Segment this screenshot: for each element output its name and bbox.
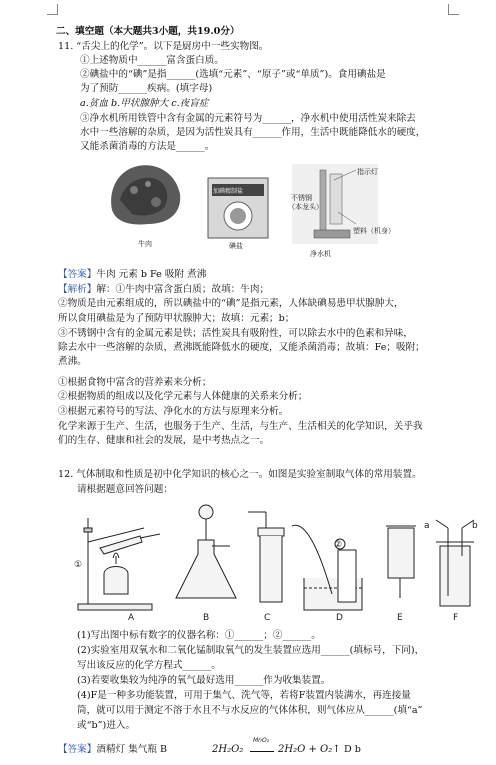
q11-analysis-line3: 所以食用碘盐是为了预防甲状腺肿大；故填：元素；b； xyxy=(58,313,295,324)
q12-sub2-line1: (2)实验室用双氧水和二氧化锰制取氧气的发生装置应选用______(填标号，下同)， xyxy=(77,645,425,656)
q12-sub3: (3)若要收集较为纯净的氧气最好选用______作为收集装置。 xyxy=(77,675,331,686)
q12-sub2-line2: 写出该反应的化学方程式______。 xyxy=(77,660,221,671)
equation-line xyxy=(250,751,274,752)
q11-analysis-line4: ③不锈钢中含有的金属元素是铁；活性炭具有吸附性，可以除去水中的色素和异味， xyxy=(58,328,413,339)
q11-analysis-line9: ③根据元素符号的写法、净化水的方法与原理来分析。 xyxy=(58,406,289,417)
corner-mark-top-right xyxy=(448,4,459,15)
q11-part2-options: a.贫血 b.甲状腺肿大 c.夜盲症 xyxy=(80,98,209,109)
q11-answer-text: 牛肉 元素 b Fe 吸附 煮沸 xyxy=(96,269,207,280)
apparatus-d xyxy=(292,525,362,610)
plastic-body-label: 塑料（机身） xyxy=(353,227,395,235)
q11-stem: 11. “舌尖上的化学”。以下是厨房中一些实物图。 xyxy=(58,41,269,52)
q11-part3-line1: ③净水机所用铁管中含有金属的元素符号为______，净水机中使用活性炭来除去 xyxy=(80,113,416,124)
apparatus-f xyxy=(436,520,474,606)
q12-stem2: 请根据题意回答问题： xyxy=(77,484,173,495)
q12-sub1: (1)写出图中标有数字的仪器名称：①______；②______。 xyxy=(77,630,321,641)
analysis-tag: 【解析】 xyxy=(58,284,97,295)
stainless-steel-label: 不锈钢 xyxy=(291,194,312,202)
q12-answer xyxy=(58,744,167,756)
label-b: B xyxy=(203,613,210,623)
apparatus-b xyxy=(176,505,236,598)
q12-sub4-line3: 或“b”)进入。 xyxy=(77,720,136,731)
stainless-steel-sublabel: （本龙头） xyxy=(288,203,323,211)
apparatus-figure xyxy=(70,498,490,623)
apparatus-a xyxy=(78,518,160,610)
q11-part2-line1: ②碘盐中的“碘”是指______(选填“元素”、“原子”或“单质”)。食用碘盐是 xyxy=(80,69,386,80)
q12-answer-post: D b xyxy=(344,744,361,755)
label-port-a: a xyxy=(424,521,430,531)
apparatus-c xyxy=(248,512,284,602)
q11-part3-line3: 又能杀菌消毒的方法是______。 xyxy=(80,141,215,152)
q11-analysis-line7: ①根据食物中富含的营养素来分析； xyxy=(58,377,212,388)
label-c: C xyxy=(264,613,271,623)
purifier-caption: 净水机 xyxy=(310,250,331,258)
q11-part3-line2: 水中一些溶解的杂质，是因为活性炭具有______作用，生活中既能降低水的硬度， xyxy=(80,127,426,138)
q12-sub4-line1: (4)F是一种多功能装置，可用于集气、洗气等，若将F装置内装满水，再连接量 xyxy=(77,690,411,701)
indicator-light-label: 指示灯 xyxy=(357,168,378,176)
q12-answer-pre: 酒精灯 集气瓶 B xyxy=(96,744,168,755)
q11-answer xyxy=(58,269,206,281)
label-num1: ① xyxy=(74,560,83,570)
analysis-text: 解：①牛肉中富含蛋白质；故填：牛肉； xyxy=(96,284,270,295)
q12-sub4-line2: 筒，就可以用于测定不溶于水且不与水反应的气体体积，则气体应从______(填“a” xyxy=(77,705,423,716)
label-e: E xyxy=(397,613,403,623)
salt-caption: 碘盐 xyxy=(229,242,243,250)
salt-bag-label: 加碘精制盐 xyxy=(213,188,244,195)
equation-right: 2H₂O + O₂↑ xyxy=(278,744,341,755)
section-heading: 二、填空题（本大题共3小题，共19.0分） xyxy=(56,26,240,37)
label-num2: ② xyxy=(334,540,343,550)
q11-analysis-line5: 除去水中一些溶解的杂质，煮沸既能降低水的硬度，又能杀菌消毒；故填：Fe；吸附； xyxy=(58,342,425,353)
q11-analysis-line10: 化学来源于生产、生活，也服务于生产、生活，与生产、生活相关的化学知识，关乎我 xyxy=(58,421,423,432)
q11-part2-line2: 为了预防______疾病。(填字母) xyxy=(80,83,213,94)
q11-analysis-line11: 们的生存、健康和社会的发展，是中考热点之一。 xyxy=(58,435,270,446)
beef-image xyxy=(104,160,184,230)
label-a: A xyxy=(128,613,135,623)
answer-tag: 【答案】 xyxy=(58,269,97,280)
q12-answer-tag: 【答案】 xyxy=(58,744,97,755)
label-f: F xyxy=(453,613,459,623)
equation-left: 2H₂O₂ xyxy=(212,744,244,755)
q11-analysis-line2: ②物质是由元素组成的，所以碘盐中的“碘”是指元素，人体缺碘易患甲状腺肿大， xyxy=(58,298,404,309)
corner-mark-top-left xyxy=(47,4,58,15)
q11-analysis-line1 xyxy=(58,284,269,296)
q11-analysis-line8: ②根据物质的组成以及化学元素与人体健康的关系来分析； xyxy=(58,391,308,402)
equation-catalyst: MnO₂ xyxy=(253,737,270,744)
apparatus-e xyxy=(386,526,416,598)
q11-analysis-line6: 煮沸。 xyxy=(58,356,87,367)
q11-part1: ①上述物质中______富含蛋白质。 xyxy=(80,55,224,66)
label-port-b: b xyxy=(472,521,478,531)
q12-stem: 12. 气体制取和性质是初中化学知识的核心之一。如图是实验室制取气体的常用装置。 xyxy=(58,469,422,480)
label-d: D xyxy=(336,613,343,623)
beef-caption: 牛肉 xyxy=(138,240,152,248)
